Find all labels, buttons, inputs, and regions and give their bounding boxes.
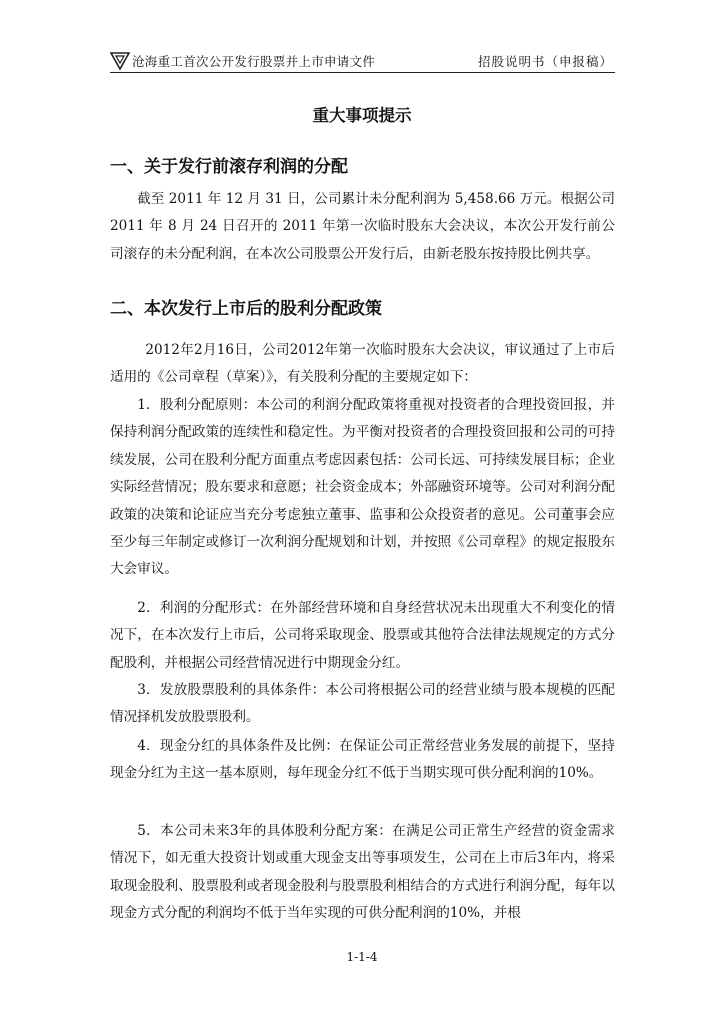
paragraph: 截至 2011 年 12 月 31 日，公司累计未分配利润为 5,458.66 万元。根据公司 2011 年 8 月 24 日召开的 2011 年第一次临时股东大会决议，本次公开发行前公司滚存的未分配利润，在本次公司股票公开发行后，由新老股东按持股比例共享。 xyxy=(110,191,615,262)
paragraph: 2012年2月16日，公司2012年第一次临时股东大会决议，审议通过了上市后适用的《公司章程（草案）》，有关股利分配的主要规定如下： xyxy=(110,342,615,386)
page-title: 重大事项提示 xyxy=(312,106,412,125)
paragraph: 4．现金分红的具体条件及比例：在保证公司正常经营业务发展的前提下，坚持现金分红为主这一基本原则，每年现金分红不低于当期实现可供分配利润的10%。 xyxy=(110,738,615,782)
page-header xyxy=(110,50,615,73)
header-document-title: 沧海重工首次公开发行股票并上市申请文件 xyxy=(132,54,376,69)
header-document-type: 招股说明书（申报稿） xyxy=(477,54,613,69)
paragraph: 5．本公司未来3年的具体股利分配方案：在满足公司正常生产经营的资金需求情况下，如无重大投资计划或重大现金支出等事项发生，公司在上市后3年内，将采取现金股利、股票股利或者现金股利与股票股利相结合的方式进行利润分配，每年以现金方式分配的利润均不低于当年实现的可供分配利润的10%，并根 xyxy=(110,823,615,922)
page-number: 1-1-4 xyxy=(346,950,378,964)
paragraph: 3．发放股票股利的具体条件：本公司将根据公司的经营业绩与股本规模的匹配情况择机发放股票股利。 xyxy=(110,682,615,726)
section-heading-dividend-policy: 二、本次发行上市后的股利分配政策 xyxy=(110,299,382,319)
paragraph: 1．股利分配原则：本公司的利润分配政策将重视对投资者的合理投资回报，并保持利润分配政策的连续性和稳定性。为平衡对投资者的合理投资回报和公司的可持续发展，公司在股利分配方面重点考虑因素包括：公司长远、可持续发展目标；企业实际经营情况；股东要求和意愿；社会资金成本；外部融资环境等。公司对利润分配政策的决策和论证应当充分考虑独立董事、监事和公众投资者的意见。公司董事会应至少每三年制定或修订一次利润分配规划和计划，并按照《公司章程》的规定报股东大会审议。 xyxy=(110,397,615,578)
section-heading-retained-earnings: 一、关于发行前滚存利润的分配 xyxy=(110,157,348,177)
paragraph: 2．利润的分配形式：在外部经营环境和自身经营状况未出现重大不利变化的情况下，在本次发行上市后，公司将采取现金、股票或其他符合法律法规规定的方式分配股利，并根据公司经营情况进行中期现金分红。 xyxy=(110,600,615,671)
company-logo-icon xyxy=(110,52,130,70)
